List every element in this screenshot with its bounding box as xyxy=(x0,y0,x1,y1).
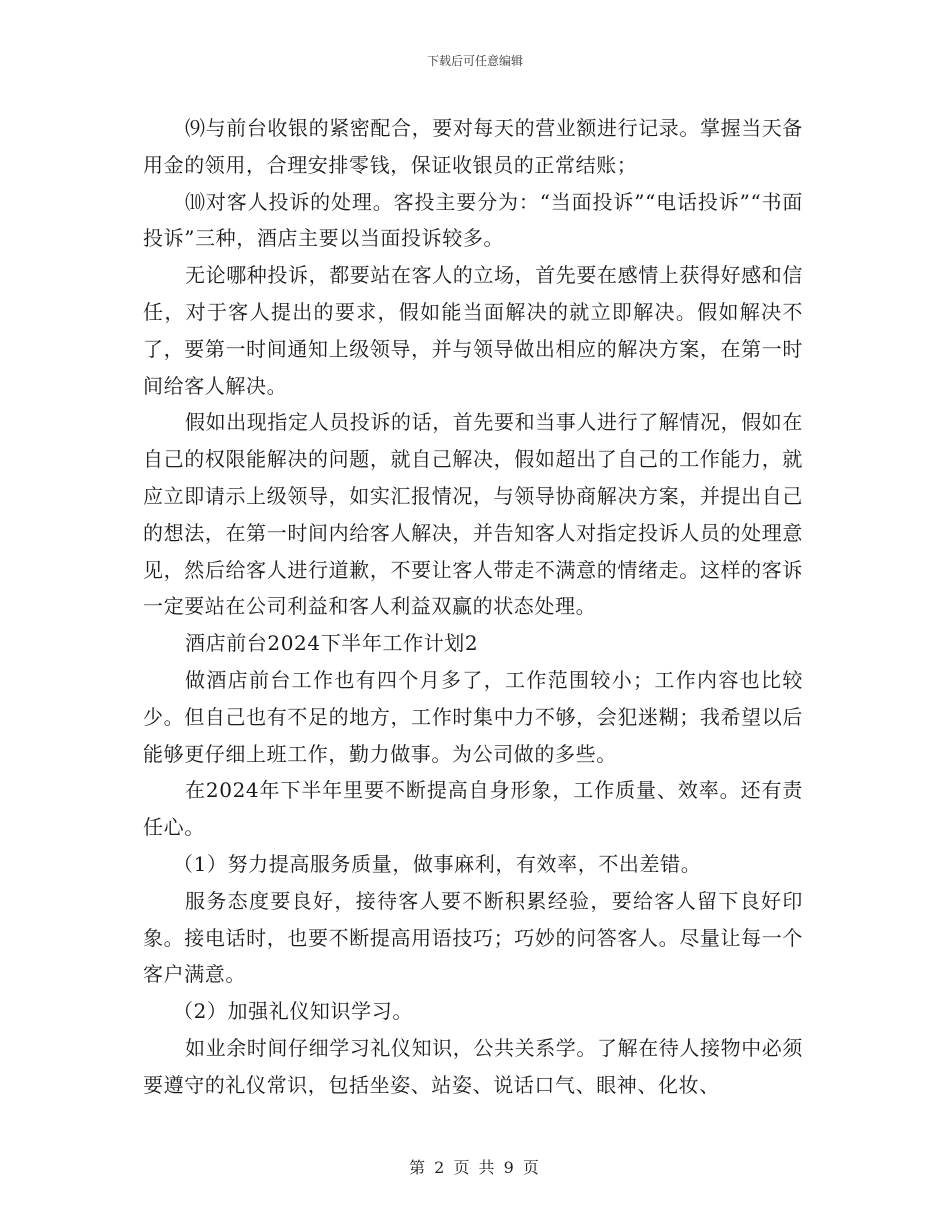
list-item-2-etiquette: （2）加强礼仪知识学习。 xyxy=(173,999,413,1024)
page-number-footer: 第 2 页 共 9 页 xyxy=(409,1158,541,1177)
paragraph-front-desk-experience: 做酒店前台工作也有四个月多了，工作范围较小；工作内容也比较少。但自己也有不足的地方，工作时集中力不够，会犯迷糊；我希望以后能够更仔细上班工作，勤力做事。为公司做的多些。 xyxy=(143,667,803,766)
paragraph-10-complaints: ⑽对客人投诉的处理。客投主要分为：“当面投诉”“电话投诉”“书面投诉”三种，酒店主要以当面投诉较多。 xyxy=(143,189,803,251)
header-note: 下载后可任意编辑 xyxy=(426,54,523,68)
paragraph-9-cashier: ⑼与前台收银的紧密配合，要对每天的营业额进行记录。掌握当天备用金的领用，合理安排零钱，保证收银员的正常结账； xyxy=(143,116,803,177)
paragraph-second-half-goals: 在2024年下半年里要不断提高自身形象，工作质量、效率。还有责任心。 xyxy=(143,778,803,840)
paragraph-any-complaint: 无论哪种投诉，都要站在客人的立场，首先要在感情上获得好感和信任，对于客人提出的要求，假如能当面解决的就立即解决。假如解决不了，要第一时间通知上级领导，并与领导做出相应的解决方案，在第一时间给客人解决。 xyxy=(143,263,803,398)
paragraph-service-attitude: 服务态度要良好，接待客人要不断积累经验，要给客人留下良好印象。接电话时，也要不断提高用语技巧；巧妙的问答客人。尽量让每一个客户满意。 xyxy=(143,888,803,987)
body-text xyxy=(143,110,803,1104)
list-item-1-service-quality: （1）努力提高服务质量，做事麻利，有效率，不出差错。 xyxy=(173,851,702,876)
paragraph-etiquette-study: 如业余时间仔细学习礼仪知识，公共关系学。了解在待人接物中必须要遵守的礼仪常识，包括坐姿、站姿、说话口气、眼神、化妆、 xyxy=(143,1035,803,1097)
section-heading-plan-2: 酒店前台2024下半年工作计划2 xyxy=(185,631,479,656)
paragraph-designated-staff-complaint: 假如出现指定人员投诉的话，首先要和当事人进行了解情况，假如在自己的权限能解决的问题，就自己解决，假如超出了自己的工作能力，就应立即请示上级领导，如实汇报情况，与领导协商解决方案，并提出自己的想法，在第一时间内给客人解决，并告知客人对指定投诉人员的处理意见，然后给客人进行道歉，不要让客人带走不满意的情绪走。这样的客诉一定要站在公司利益和客人利益双赢的状态处理。 xyxy=(143,410,803,619)
